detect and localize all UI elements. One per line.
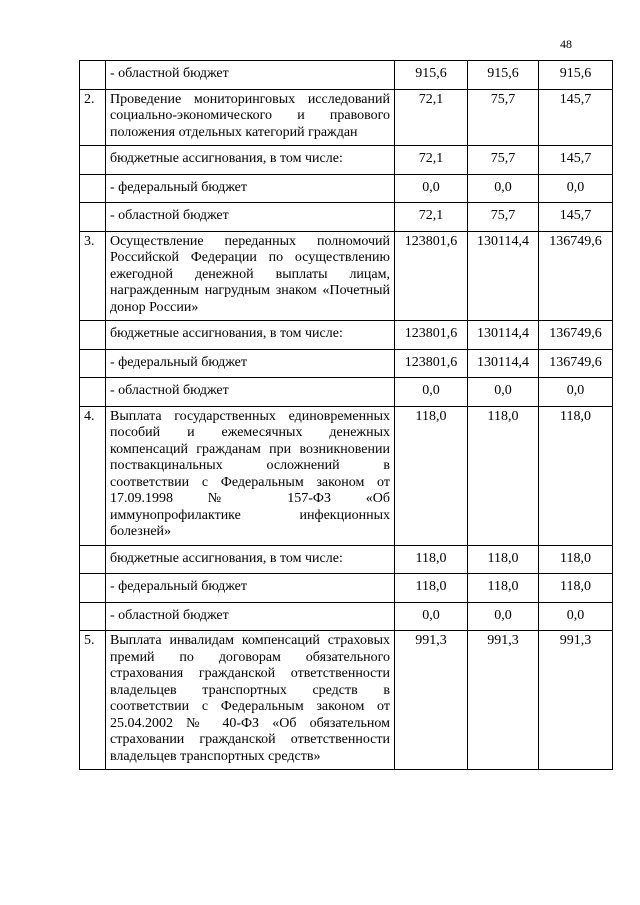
row-number [80,321,106,350]
table-row [80,203,613,232]
value-year-2: 118,0 [468,406,539,545]
table-row [80,602,613,631]
row-number [80,203,106,232]
value-year-1: 118,0 [395,406,468,545]
row-number [80,574,106,603]
row-description: - федеральный бюджет [106,574,395,603]
row-description: бюджетные ассигнования, в том числе: [106,321,395,350]
value-year-3: 915,6 [539,61,613,90]
row-number [80,349,106,378]
value-year-2: 915,6 [468,61,539,90]
value-year-3: 0,0 [539,378,613,407]
value-year-2: 0,0 [468,602,539,631]
row-number [80,61,106,90]
value-year-2: 130114,4 [468,321,539,350]
page-number: 48 [560,37,572,51]
value-year-2: 130114,4 [468,349,539,378]
row-number [80,602,106,631]
value-year-3: 136749,6 [539,349,613,378]
row-number [80,146,106,175]
value-year-3: 145,7 [539,146,613,175]
value-year-2: 0,0 [468,174,539,203]
row-description: бюджетные ассигнования, в том числе: [106,545,395,574]
row-number: 5. [80,631,106,770]
table-row [80,406,613,545]
value-year-3: 145,7 [539,203,613,232]
row-number [80,174,106,203]
row-description: - областной бюджет [106,61,395,90]
budget-table-body [80,61,613,770]
value-year-2: 118,0 [468,574,539,603]
row-number: 2. [80,89,106,146]
value-year-1: 72,1 [395,203,468,232]
value-year-3: 118,0 [539,406,613,545]
row-description: Осуществление переданных полномочий Российской Федерации по осуществлению ежегодной денежной выплаты лицам, награжденным нагрудным знаком «Почетный донор России» [106,231,395,321]
row-description: бюджетные ассигнования, в том числе: [106,146,395,175]
value-year-3: 145,7 [539,89,613,146]
table-row [80,349,613,378]
table-row [80,146,613,175]
value-year-2: 75,7 [468,146,539,175]
value-year-1: 123801,6 [395,349,468,378]
table-row [80,545,613,574]
value-year-1: 0,0 [395,378,468,407]
table-row [80,631,613,770]
table-row [80,174,613,203]
value-year-3: 118,0 [539,574,613,603]
value-year-3: 118,0 [539,545,613,574]
value-year-2: 0,0 [468,378,539,407]
value-year-3: 991,3 [539,631,613,770]
table-row [80,231,613,321]
table-row [80,61,613,90]
value-year-1: 123801,6 [395,231,468,321]
value-year-1: 123801,6 [395,321,468,350]
value-year-1: 991,3 [395,631,468,770]
table-row [80,574,613,603]
value-year-1: 72,1 [395,146,468,175]
value-year-3: 0,0 [539,174,613,203]
value-year-1: 118,0 [395,574,468,603]
table-row [80,321,613,350]
value-year-2: 75,7 [468,89,539,146]
value-year-3: 136749,6 [539,231,613,321]
value-year-2: 118,0 [468,545,539,574]
value-year-3: 0,0 [539,602,613,631]
value-year-3: 136749,6 [539,321,613,350]
value-year-1: 72,1 [395,89,468,146]
value-year-1: 0,0 [395,174,468,203]
value-year-2: 75,7 [468,203,539,232]
row-description: - федеральный бюджет [106,174,395,203]
row-number [80,545,106,574]
value-year-1: 915,6 [395,61,468,90]
row-description: Выплата инвалидам компенсаций страховых премий по договорам обязательного страхования гражданской ответственности владельцев транспортных средств в соответствии с Федеральным законом от 25.04.2002 № 40-ФЗ «Об обязательном страховании гражданской ответственности владельцев транспортных средств» [106,631,395,770]
row-description: - областной бюджет [106,602,395,631]
row-number: 4. [80,406,106,545]
row-description: - областной бюджет [106,378,395,407]
value-year-1: 118,0 [395,545,468,574]
row-description: Проведение мониторинговых исследований социально-экономического и правового положения отдельных категорий граждан [106,89,395,146]
value-year-1: 0,0 [395,602,468,631]
budget-table [79,60,613,770]
table-row [80,89,613,146]
table-row [80,378,613,407]
row-description: - федеральный бюджет [106,349,395,378]
value-year-2: 130114,4 [468,231,539,321]
row-description: - областной бюджет [106,203,395,232]
row-number [80,378,106,407]
value-year-2: 991,3 [468,631,539,770]
row-description: Выплата государственных единовременных пособий и ежемесячных денежных компенсаций гражданам при возникновении поствакцинальных осложнений в соответствии с Федеральным законом от 17.09.1998 № 157-ФЗ «Об иммунопрофилактике инфекционных болезней» [106,406,395,545]
row-number: 3. [80,231,106,321]
